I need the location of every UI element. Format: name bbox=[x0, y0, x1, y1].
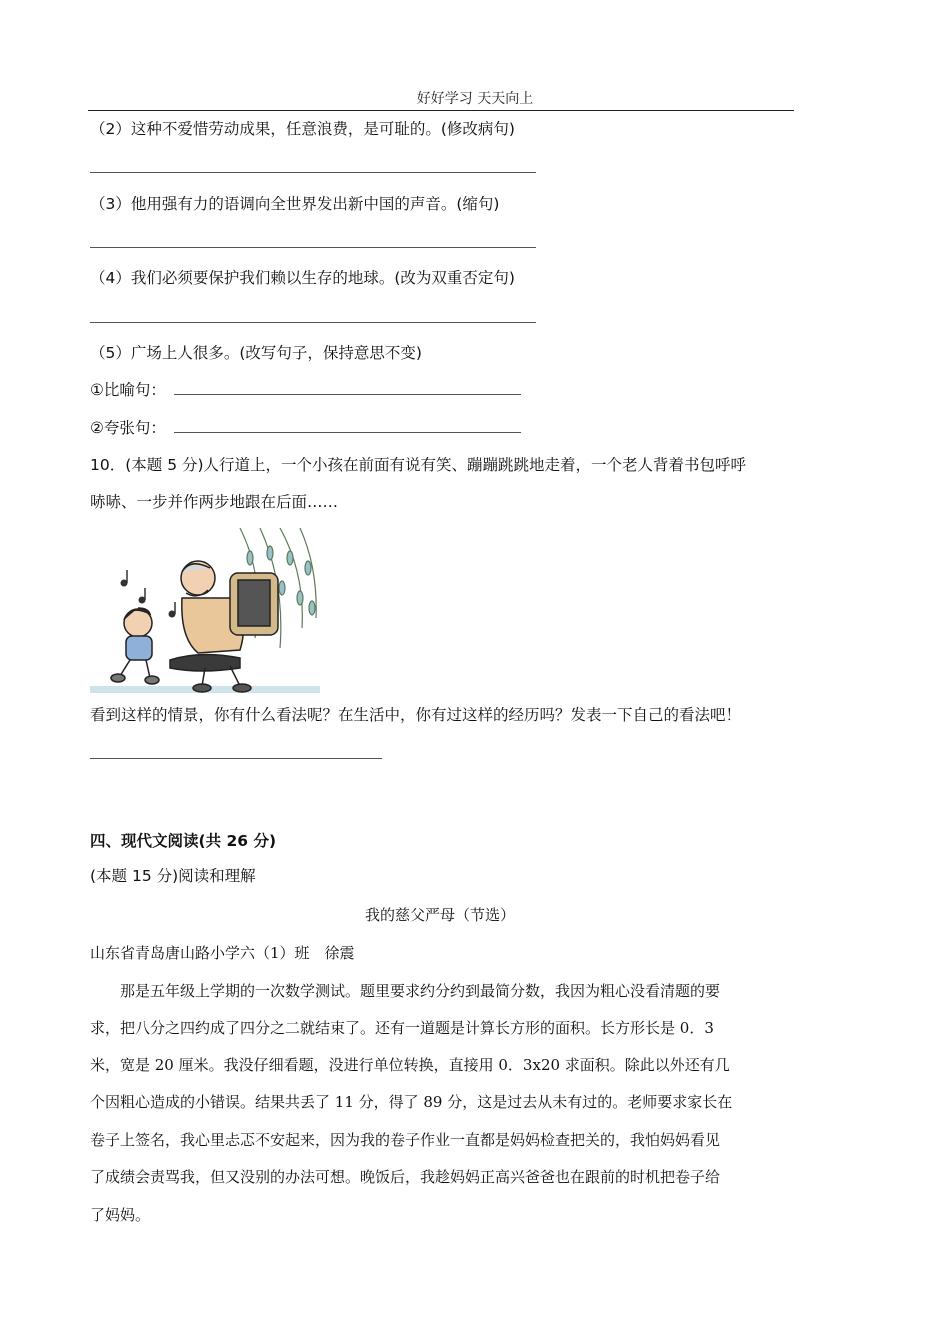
illustration-child-and-grandpa bbox=[90, 528, 320, 693]
passage-line: 米，宽是 20 厘米。我没仔细看题，没进行单位转换，直接用 0．3x20 求面积。除此以外还有几 bbox=[90, 1056, 730, 1074]
answer-blank-10[interactable] bbox=[90, 758, 382, 759]
question-2: （2）这种不爱惜劳动成果，任意浪费，是可耻的。(修改病句) bbox=[90, 120, 515, 138]
question-10-line2: 哧哧、一步并作两步地跟在后面…… bbox=[90, 493, 339, 511]
exaggeration-label: ②夸张句： bbox=[90, 419, 166, 437]
header-rule bbox=[88, 110, 794, 111]
passage-line: 了成绩会责骂我，但又没别的办法可想。晚饭后，我趁妈妈正高兴爸爸也在跟前的时机把卷子给 bbox=[90, 1168, 721, 1186]
passage-line: 了妈妈。 bbox=[90, 1206, 151, 1224]
passage-title: 我的慈父严母（节选） bbox=[364, 906, 515, 924]
simile-blank[interactable] bbox=[174, 380, 521, 395]
section-subheading: (本题 15 分)阅读和理解 bbox=[90, 867, 256, 885]
passage-line: 求，把八分之四约成了四分之二就结束了。还有一道题是计算长方形的面积。长方形长是 0．3 bbox=[90, 1019, 714, 1037]
passage-author: 山东省青岛唐山路小学六（1）班 徐震 bbox=[90, 944, 355, 962]
question-3: （3）他用强有力的语调向全世界发出新中国的声音。(缩句) bbox=[90, 195, 500, 213]
answer-blank-4[interactable] bbox=[90, 322, 536, 323]
passage-line: 个因粗心造成的小错误。结果共丢了 11 分，得了 89 分，这是过去从未有过的。老师要求家长在 bbox=[90, 1093, 733, 1111]
question-10-line1: 10．(本题 5 分)人行道上，一个小孩在前面有说有笑、蹦蹦跳跳地走着，一个老人背着书包呼呼 bbox=[90, 456, 747, 474]
passage-line: 那是五年级上学期的一次数学测试。题里要求约分约到最简分数，我因为粗心没看清题的要 bbox=[90, 982, 721, 1000]
question-5-simile bbox=[90, 380, 521, 400]
passage-line: 卷子上签名，我心里忐忑不安起来，因为我的卷子作业一直都是妈妈检查把关的，我怕妈妈看见 bbox=[90, 1131, 721, 1149]
section-heading: 四、现代文阅读(共 26 分) bbox=[90, 832, 277, 850]
question-4: （4）我们必须要保护我们赖以生存的地球。(改为双重否定句) bbox=[90, 269, 515, 287]
exaggeration-blank[interactable] bbox=[174, 418, 521, 433]
simile-label: ①比喻句： bbox=[90, 381, 166, 399]
page-header: 好好学习 天天向上 bbox=[416, 91, 534, 107]
question-5: （5）广场上人很多。(改写句子，保持意思不变) bbox=[90, 344, 422, 362]
answer-blank-3[interactable] bbox=[90, 247, 536, 248]
question-5-exaggeration bbox=[90, 418, 521, 438]
answer-blank-2[interactable] bbox=[90, 172, 536, 173]
question-10-prompt: 看到这样的情景，你有什么看法呢？在生活中，你有过这样的经历吗？发表一下自己的看法吧！ bbox=[90, 706, 742, 724]
